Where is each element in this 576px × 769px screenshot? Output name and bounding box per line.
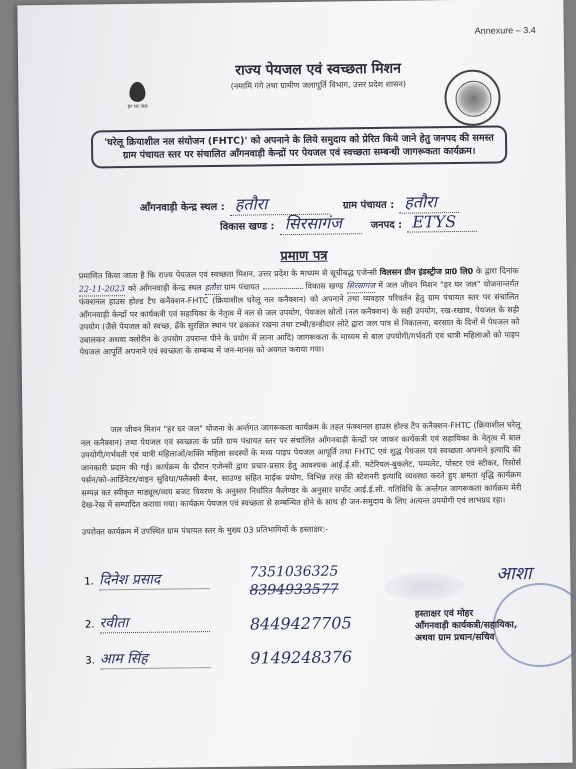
para1-text-c: को आँगनवाड़ी केन्द्र स्थल — [127, 282, 202, 293]
certificate-paragraph-2: जल जीवन मिशन "हर घर जल" योजना के अर्न्तगत जागरूकता कार्यक्रम के तहत फंक्शनल हाउस होल्ड टैप कनैक्शन-FHTC (क्रियाशील घरेलू नल कनैक्शन) तथा पेयजल एवं स्वच्छता के प्रति ग्राम पंचायत स्तर पर संचालित आँगनवाड़ी केन्द्रों पर जाकर कार्यकत्री एवं सहायिका के नेतृत्व में बाल उपयोगी/गर्भवती एवं धात्री महिलाओं/शक्ति महिला सदस्यों के मध्य पाइप पेयजल आपूर्ति तथा FHTC एवं शुद्ध पेयजल एवं स्वच्छता अपनाने इत्यादि की जानकारी प्रदान की गई। कार्यक्रम के दौरान एजेन्सी द्वारा प्रचार-प्रसार हेतु आवश्यक आई.ई.सी. मटेरियल-बुकलेट, पम्पलेट, पोस्टर एवं स्टीकर, रिसोर्स पर्सन/को-आर्डिनेटर/वाइन सुविधा/फ्लैक्सी बैनर, साउण्ड सहित माईक प्रयोग, विभिन्न तरह की स्टेशनरी इत्यादि व्यवस्था करते हुए क्षमता वृद्धि कार्यक्रम सम्पन्न कर स्वीकृत माड्यूल/व्यय बजट विवरण के अनुसार निर्धारित कैलेण्डर के अनुसार सर्पोट आई.ई.सी. गतिविधि के अर्न्तगत जागरूकता कार्यक्रम मेरी देख-रेख में सम्पादित कराया गया। कार्यक्रम पेयजल एवं स्वच्छता से सम्बन्धित होने के साथ ही जन-समुदाय के लिए अत्यन्त उपयोगी एवं लाभप्रद रहा। — [80, 420, 522, 510]
signatory-block — [415, 607, 565, 645]
org-subtitle: (नमामि गंगे तथा ग्रामीण जलापूर्ति विभाग, उत्तर प्रदेश शासन) — [230, 79, 407, 91]
program-date: 22-11-2023 — [79, 283, 125, 297]
block-field-row — [220, 209, 520, 236]
har-ghar-jal-logo — [122, 82, 152, 110]
district-value: ETYS — [412, 212, 457, 232]
block-value: सिरसागंज — [284, 213, 343, 234]
gp-blank-line — [262, 287, 302, 288]
participant-1-phone-struck: 8394933577 — [249, 581, 339, 599]
participant-3-signature: आम सिंह — [100, 648, 210, 669]
center-label: आँगनवाड़ी केन्द्र स्थल : — [139, 201, 225, 214]
para1-block: सिरसागंज — [346, 280, 375, 294]
participant-3-number: 3. — [85, 655, 95, 667]
para1-center: हतौरा — [205, 281, 221, 295]
para1-text-e: विकास खण्ड — [305, 280, 344, 291]
certificate-title: प्रमाण पत्र — [280, 248, 328, 265]
para1-text-b: के द्वारा दिनांक — [475, 266, 519, 276]
signatory-line-3: अथवा ग्राम प्रधान/सचिव — [415, 632, 495, 644]
participant-1-number: 1. — [84, 576, 95, 588]
org-title: राज्य पेयजल एवं स्वच्छता मिशन — [235, 60, 402, 79]
up-government-emblem-icon — [444, 69, 501, 126]
participant-1-signature: दिनेश प्रसाद — [99, 569, 209, 590]
logo-left-text: हर घर जल — [127, 103, 148, 111]
certificate-paragraph-1 — [79, 265, 520, 359]
gp-label: ग्राम पंचायत : — [342, 199, 395, 212]
document-page — [17, 0, 572, 769]
district-value-line — [407, 212, 477, 233]
subject-box: 'घरेलू क्रियाशील नल संयोजन (FHTC)' को अपनाने के लिये समुदाय को प्रेरित किये जाने हेतु जनपद की समस्त ग्राम पंचायत स्तर पर संचालित आँगनवाड़ी केन्द्रों पर पेयजल एवं स्वच्छता सम्बन्धी जागरूकता कार्यक्रम। — [91, 125, 507, 168]
participant-2-signature: रवीता — [99, 612, 209, 633]
signatory-line-1: हस्ताक्षर एवं मोहर — [414, 608, 474, 620]
district-label: जनपद : — [370, 219, 403, 232]
block-value-line — [279, 211, 361, 235]
water-drop-icon — [129, 82, 145, 102]
block-label: विकास खण्ड : — [220, 221, 275, 233]
participant-3-phone: 9149248376 — [250, 647, 353, 668]
participant-1-phone: 7351036325 — [249, 563, 339, 581]
center-value: हतौरा — [234, 194, 268, 214]
ink-smudge — [384, 572, 464, 601]
para1-text-d: ग्राम पंचायत — [224, 281, 260, 292]
participant-row-3 — [85, 645, 405, 670]
signatory-line-2: आँगनवाड़ी कार्यकत्री/सहायिका, — [414, 620, 518, 632]
participant-2-number: 2. — [84, 619, 95, 631]
para1-text-f: में जल जीवन मिशन "हर घर जल" योजनान्तर्गत फंक्शनल हाउस होल्ड टैप कनैक्शन-FHTC (क्रियाशील घरेलू नल कनैक्शन) को अपनाने तथा व्यवहार परिवर्तन हेतु ग्राम पंचायत स्तर पर संचालित आँगनवाड़ी केन्द्रों पर कार्यकत्री एवं सहायिका के नेतृत्व में नल से जल उपयोग, पेयजल स्रोतों (नल कनैक्शन) के सही उपयोग, रख-रखाव, पेयजल के सही उपयोग (जैसे पेयजल को स्वच्छ, ढँके सुरक्षित स्थान पर ढककर रखना तथा टम्बी/डन्डीदार लोटे द्वारा जल पात्र से निकालना, बरसात के दिनों में पेयजल को उबालकर अथवा क्लोरीन के उपयोग उपरान्त पीने के प्रयोग में लाना आदि) जागरूकता के माध्यम से बाल उपयोगी/गर्भवती एवं धात्री महिलाओं को पाइप पेयजल आपूर्ति अपनाने एवं स्वच्छता के सम्बन्ध में जन-मानस को अवगत कराया गया। — [78, 278, 520, 357]
agency-name: विलसन ग्रीन इंडस्ट्रीज प्रा0 लि0 — [379, 266, 474, 277]
gp-value: हतौरा — [404, 192, 437, 212]
participant-row-1 — [84, 563, 404, 599]
signatory-signature: आशा — [496, 563, 532, 585]
participant-2-phone: 8449427705 — [249, 613, 352, 634]
participant-row-2 — [85, 609, 405, 634]
participants-intro: उपरोक्त कार्यक्रम में उपस्थित ग्राम पंचायत स्तर के मुख्य 03 प्रतिभागियों के हस्ताक्षर:- — [81, 524, 329, 537]
para1-text-a: प्रमाणित किया जाता है कि राज्य पेयजल एवं स्वच्छता मिशन, उत्तर प्रदेश के माध्यम से सूचीबद्ध एजेन्सी — [78, 267, 378, 281]
annexure-label: Annexure – 3.4 — [474, 25, 536, 36]
